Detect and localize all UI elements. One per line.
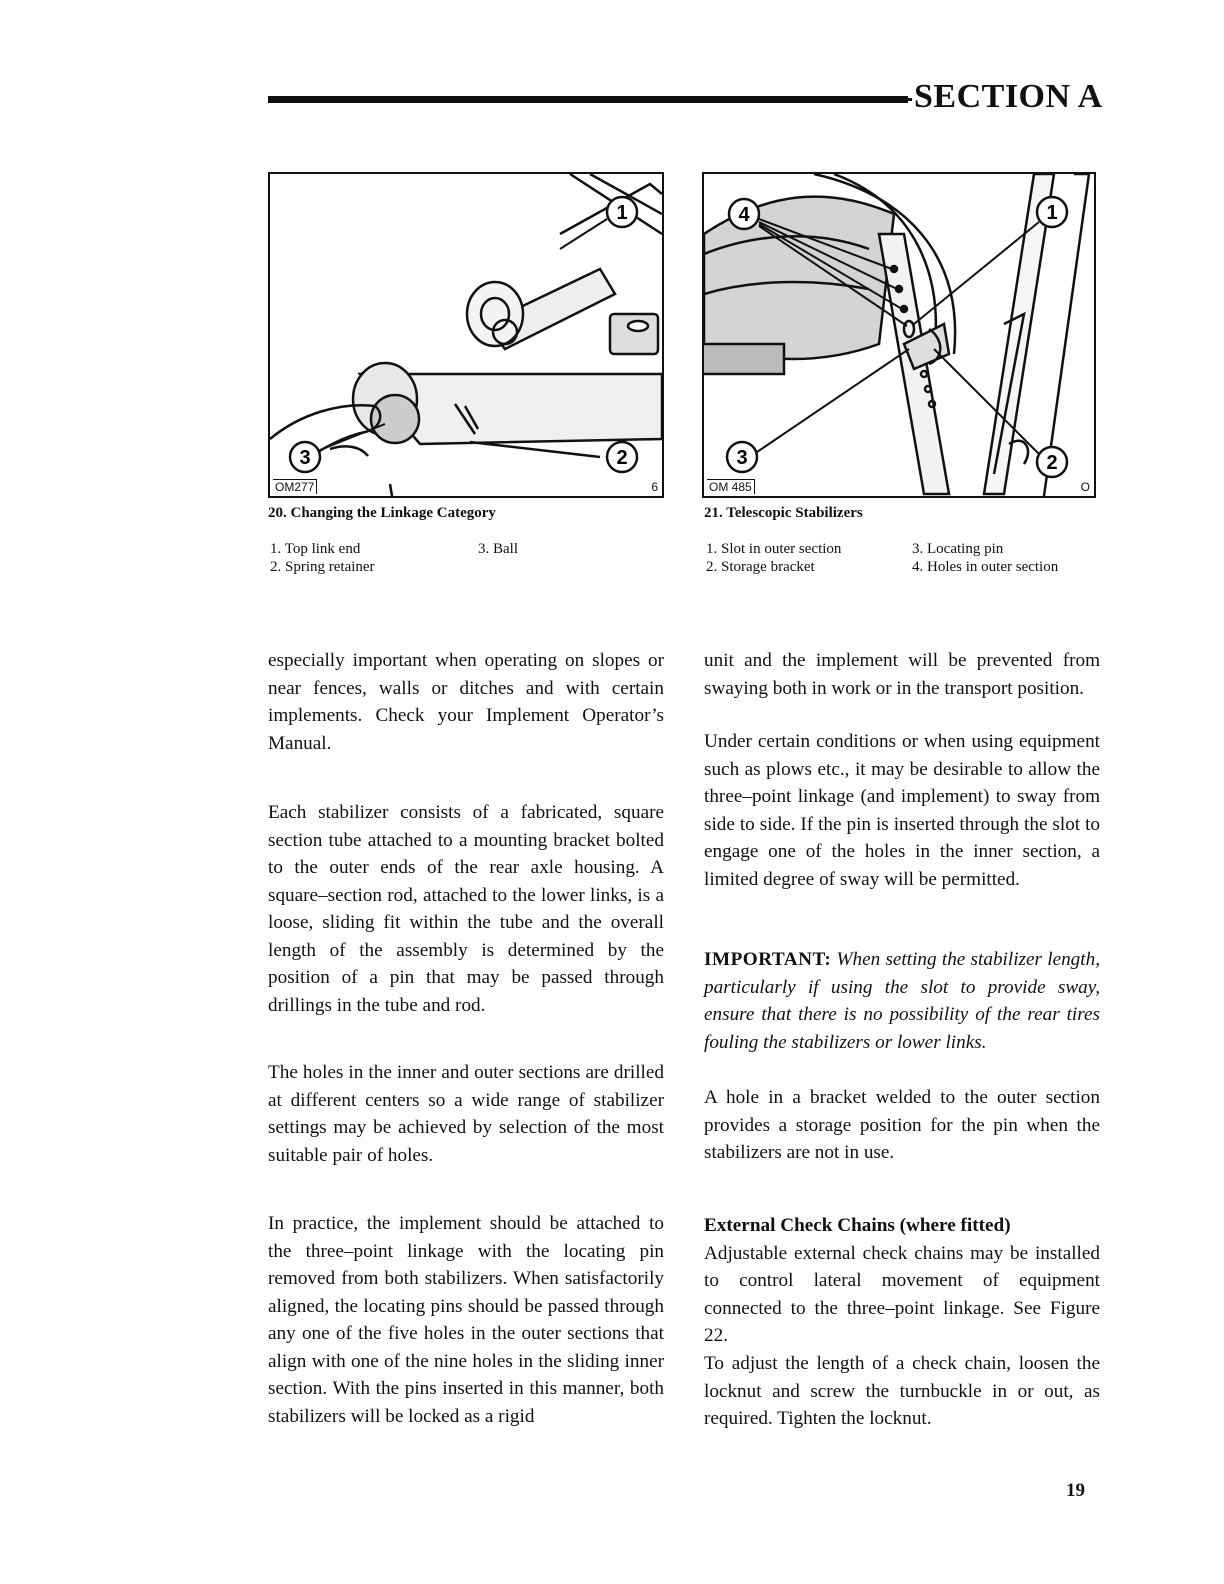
figure-20-code: OM277: [273, 479, 317, 494]
figure-21-legend-col2: [912, 540, 1058, 576]
left-column-text: [268, 1210, 664, 1430]
page-number: 19: [1066, 1480, 1085, 1501]
figure-20-illustration: [268, 172, 664, 498]
left-column-text: [268, 1059, 664, 1169]
figure-21-legend: [706, 540, 841, 576]
left-column-text: [268, 647, 664, 757]
figure-21-callout-3: 3: [736, 447, 748, 469]
stabilizer-drawing: [704, 174, 1094, 496]
legend-item: 4. Holes in outer section: [912, 559, 1059, 575]
paragraph: A hole in a bracket welded to the outer section provides a storage position for the pin when the stabilizers are not in use.: [704, 1087, 1100, 1163]
figure-20-corner-mark: 6: [651, 480, 658, 494]
right-column-text: [704, 647, 1100, 702]
check-chains-section: [704, 1212, 1100, 1350]
figure-21-callout-4: 4: [738, 204, 750, 226]
right-column-text: [704, 728, 1100, 893]
legend-item: 1. Top link end: [270, 541, 361, 557]
legend-item: 1. Slot in outer section: [706, 541, 842, 557]
figure-21-corner-mark: O: [1080, 480, 1090, 494]
header-rule: [268, 96, 908, 103]
figure-21-caption: 21. Telescopic Stabilizers: [704, 505, 863, 521]
linkage-drawing: [270, 174, 662, 496]
figure-20-callout-1: 1: [616, 202, 628, 224]
important-label: IMPORTANT:: [704, 949, 832, 970]
paragraph: In practice, the implement should be attached to the three–point linkage with the locating pin removed from both stabilizers. When satisfactorily aligned, the locating pins should be passed through any one of the five holes in the outer sections that align with one of the nine holes in the sliding inner section. With the pins inserted in this manner, both stabilizers will be locked as a rigid: [268, 1213, 664, 1427]
right-column-text: [704, 1350, 1100, 1433]
important-text: When setting the stabilizer length, particularly if using the slot to provide sway, ensure that there is no possibility of the rear tires fouling the stabilizers or lower links.: [704, 949, 1100, 1053]
figure-20-legend-col2: [478, 540, 518, 558]
right-column-text: [704, 1084, 1100, 1167]
subheading: External Check Chains (where fitted): [704, 1215, 1011, 1236]
legend-item: 3. Locating pin: [912, 541, 1004, 557]
figure-21-illustration: [702, 172, 1096, 498]
paragraph: Under certain conditions or when using equipment such as plows etc., it may be desirable to allow the three–point linkage (and implement) to sway from side to side. If the pin is inserted through the slot to engage one of the holes in the inner section, a limited degree of sway will be permitted.: [704, 731, 1100, 890]
paragraph: especially important when operating on slopes or near fences, walls or ditches and with certain implements. Check your Implement Operator’s Manual.: [268, 650, 664, 754]
figure-21-callout-1: 1: [1046, 202, 1058, 224]
figure-20-callout-3: 3: [299, 447, 311, 469]
figure-21-callout-2: 2: [1046, 452, 1058, 474]
left-column-text: [268, 799, 664, 1019]
paragraph: Adjustable external check chains may be installed to control lateral movement of equipment connected to the three–point linkage. See Figure 22.: [704, 1242, 1100, 1346]
section-title: SECTION A: [914, 78, 1103, 115]
legend-item: 2. Spring retainer: [270, 559, 375, 575]
figure-21-code: OM 485: [707, 479, 755, 494]
legend-item: 3. Ball: [478, 541, 518, 557]
paragraph: The holes in the inner and outer sections are drilled at different centers so a wide range of stabilizer settings may be achieved by selection of the most suitable pair of holes.: [268, 1062, 664, 1166]
figure-20-legend: [270, 540, 375, 576]
figure-20-callout-2: 2: [616, 447, 628, 469]
important-note: [704, 946, 1100, 1056]
paragraph: unit and the implement will be prevented from swaying both in work or in the transport position.: [704, 650, 1100, 699]
figure-20-caption: 20. Changing the Linkage Category: [268, 505, 496, 521]
paragraph: To adjust the length of a check chain, loosen the locknut and screw the turnbuckle in or out, as required. Tighten the locknut.: [704, 1353, 1100, 1429]
legend-item: 2. Storage bracket: [706, 559, 815, 575]
paragraph: Each stabilizer consists of a fabricated, square section tube attached to a mounting bracket bolted to the outer ends of the rear axle housing. A square–section rod, attached to the lower links, is a loose, sliding fit within the tube and the overall length of the assembly is determined by the position of a pin that may be passed through drillings in the tube and rod.: [268, 802, 664, 1016]
